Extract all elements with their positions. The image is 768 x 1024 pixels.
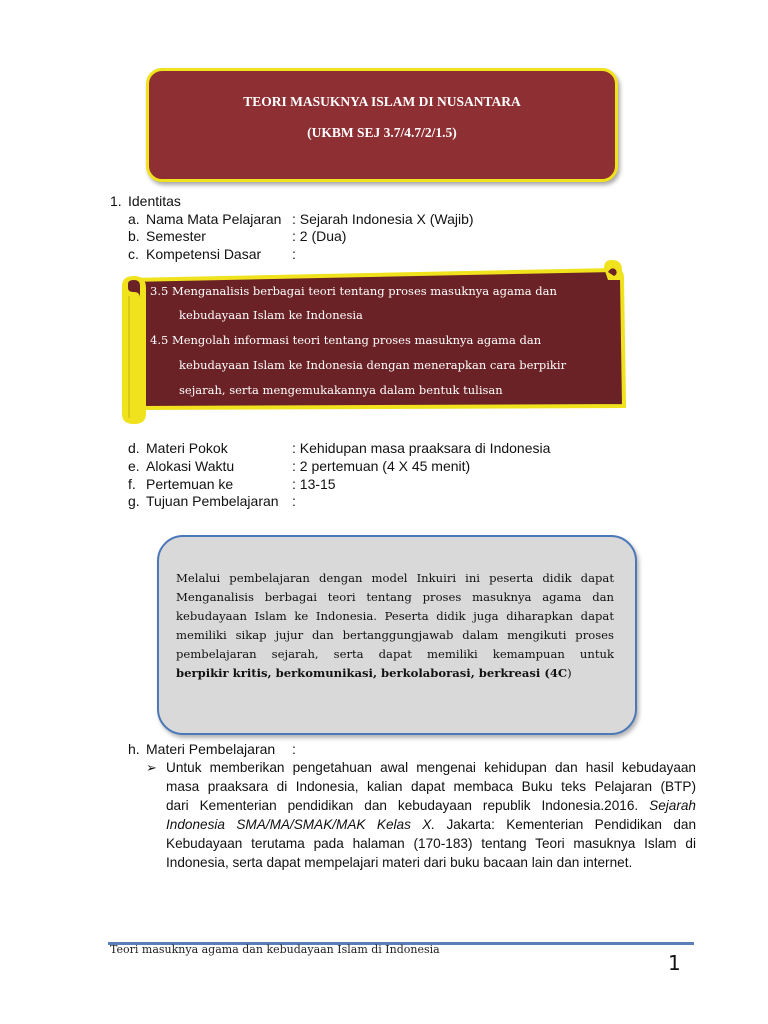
- item-label-mata-pelajaran: Nama Mata Pelajaran: [146, 211, 282, 227]
- kd-line-2: kebudayaan Islam ke Indonesia: [179, 308, 363, 322]
- materi-line-3: [166, 796, 696, 815]
- materi-line-3b: Sejarah: [649, 798, 696, 813]
- page-number: 1: [668, 951, 681, 975]
- item-value-materi-pembelajaran: :: [292, 741, 296, 757]
- item-label-semester: Semester: [146, 228, 206, 244]
- tujuan-line-3: kebudayaan Islam ke Indonesia. Peserta didik juga diharapkan dapat: [176, 609, 614, 623]
- section-heading-identitas: Identitas: [128, 193, 181, 209]
- item-value-tujuan-pembelajaran: :: [292, 493, 296, 509]
- tujuan-line-1: Melalui pembelajaran dengan model Inkuiri ini peserta didik dapat: [176, 571, 614, 585]
- item-label-tujuan-pembelajaran: Tujuan Pembelajaran: [146, 493, 279, 509]
- materi-line-1: Untuk memberikan pengetahuan awal mengenai kehidupan dan hasil kebudayaan: [166, 760, 696, 775]
- section-number: 1.: [110, 193, 122, 209]
- materi-line-2: masa praaksara di Indonesia, kalian dapat membaca Buku teks Pelajaran (BTP): [166, 779, 696, 794]
- item-letter-c: c.: [128, 246, 139, 262]
- materi-paragraph: [166, 758, 696, 872]
- materi-line-5: Kebudayaan terutama pada halaman (170-183) tentang Teori masuknya Islam di: [166, 836, 696, 851]
- item-value-pertemuan-ke: : 13-15: [292, 476, 336, 492]
- item-value-alokasi-waktu: : 2 pertemuan (4 X 45 menit): [292, 458, 471, 474]
- item-label-alokasi-waktu: Alokasi Waktu: [146, 458, 235, 474]
- document-code: (UKBM SEJ 3.7/4.7/2/1.5): [307, 125, 457, 140]
- footer-text: Teori masuknya agama dan kebudayaan Islam di Indonesia: [110, 943, 440, 956]
- kd-line-5: sejarah, serta mengemukakannya dalam bentuk tulisan: [179, 383, 503, 397]
- materi-line-4b: Jakarta: Kementerian Pendidikan dan: [435, 817, 697, 832]
- item-letter-h: h.: [128, 741, 140, 757]
- materi-line-6: Indonesia, serta dapat mempelajari materi dari buku bacaan lain dan internet.: [166, 855, 633, 870]
- item-value-materi-pokok: : Kehidupan masa praaksara di Indonesia: [292, 440, 551, 456]
- materi-line-4a: Indonesia SMA/MA/SMAK/MAK Kelas X.: [166, 817, 436, 832]
- item-label-materi-pembelajaran: Materi Pembelajaran: [146, 741, 276, 757]
- kd-line-4: kebudayaan Islam ke Indonesia dengan menerapkan cara berpikir: [179, 358, 567, 372]
- tujuan-line-5: pembelajaran sejarah, serta dapat memiliki kemampuan untuk: [176, 647, 614, 661]
- item-letter-f: f.: [128, 476, 136, 492]
- document-title: TEORI MASUKNYA ISLAM DI NUSANTARA: [243, 94, 521, 109]
- item-letter-b: b.: [128, 228, 140, 244]
- item-letter-a: a.: [128, 211, 140, 227]
- tujuan-line-6: [176, 664, 614, 683]
- tujuan-bold-end: ): [567, 666, 572, 680]
- item-label-pertemuan-ke: Pertemuan ke: [146, 476, 234, 492]
- tujuan-bold-text: berpikir kritis, berkomunikasi, berkolaborasi, berkreasi (4C: [176, 666, 568, 680]
- arrow-bullet-icon: ➢: [146, 760, 157, 775]
- materi-line-3a: dari Kementerian pendidikan dan kebudayaan republik Indonesia.2016.: [166, 798, 650, 813]
- item-value-semester: : 2 (Dua): [292, 228, 347, 244]
- item-value-kompetensi-dasar: :: [292, 246, 296, 262]
- tujuan-line-4: memiliki sikap jujur dan bertanggungjawab dalam mengikuti proses: [176, 628, 614, 642]
- tujuan-line-2: Menganalisis berbagai teori tentang proses masuknya agama dan: [176, 590, 614, 604]
- kd-line-3: 4.5 Mengolah informasi teori tentang proses masuknya agama dan: [150, 333, 542, 347]
- kd-line-1: 3.5 Menganalisis berbagai teori tentang proses masuknya agama dan: [150, 284, 557, 298]
- item-value-mata-pelajaran: : Sejarah Indonesia X (Wajib): [292, 211, 474, 227]
- item-letter-e: e.: [128, 458, 140, 474]
- item-letter-d: d.: [128, 440, 140, 456]
- item-label-kompetensi-dasar: Kompetensi Dasar: [146, 246, 262, 262]
- item-label-materi-pokok: Materi Pokok: [146, 440, 228, 456]
- title-banner: [146, 68, 618, 182]
- item-letter-g: g.: [128, 493, 140, 509]
- materi-line-4: [166, 815, 696, 834]
